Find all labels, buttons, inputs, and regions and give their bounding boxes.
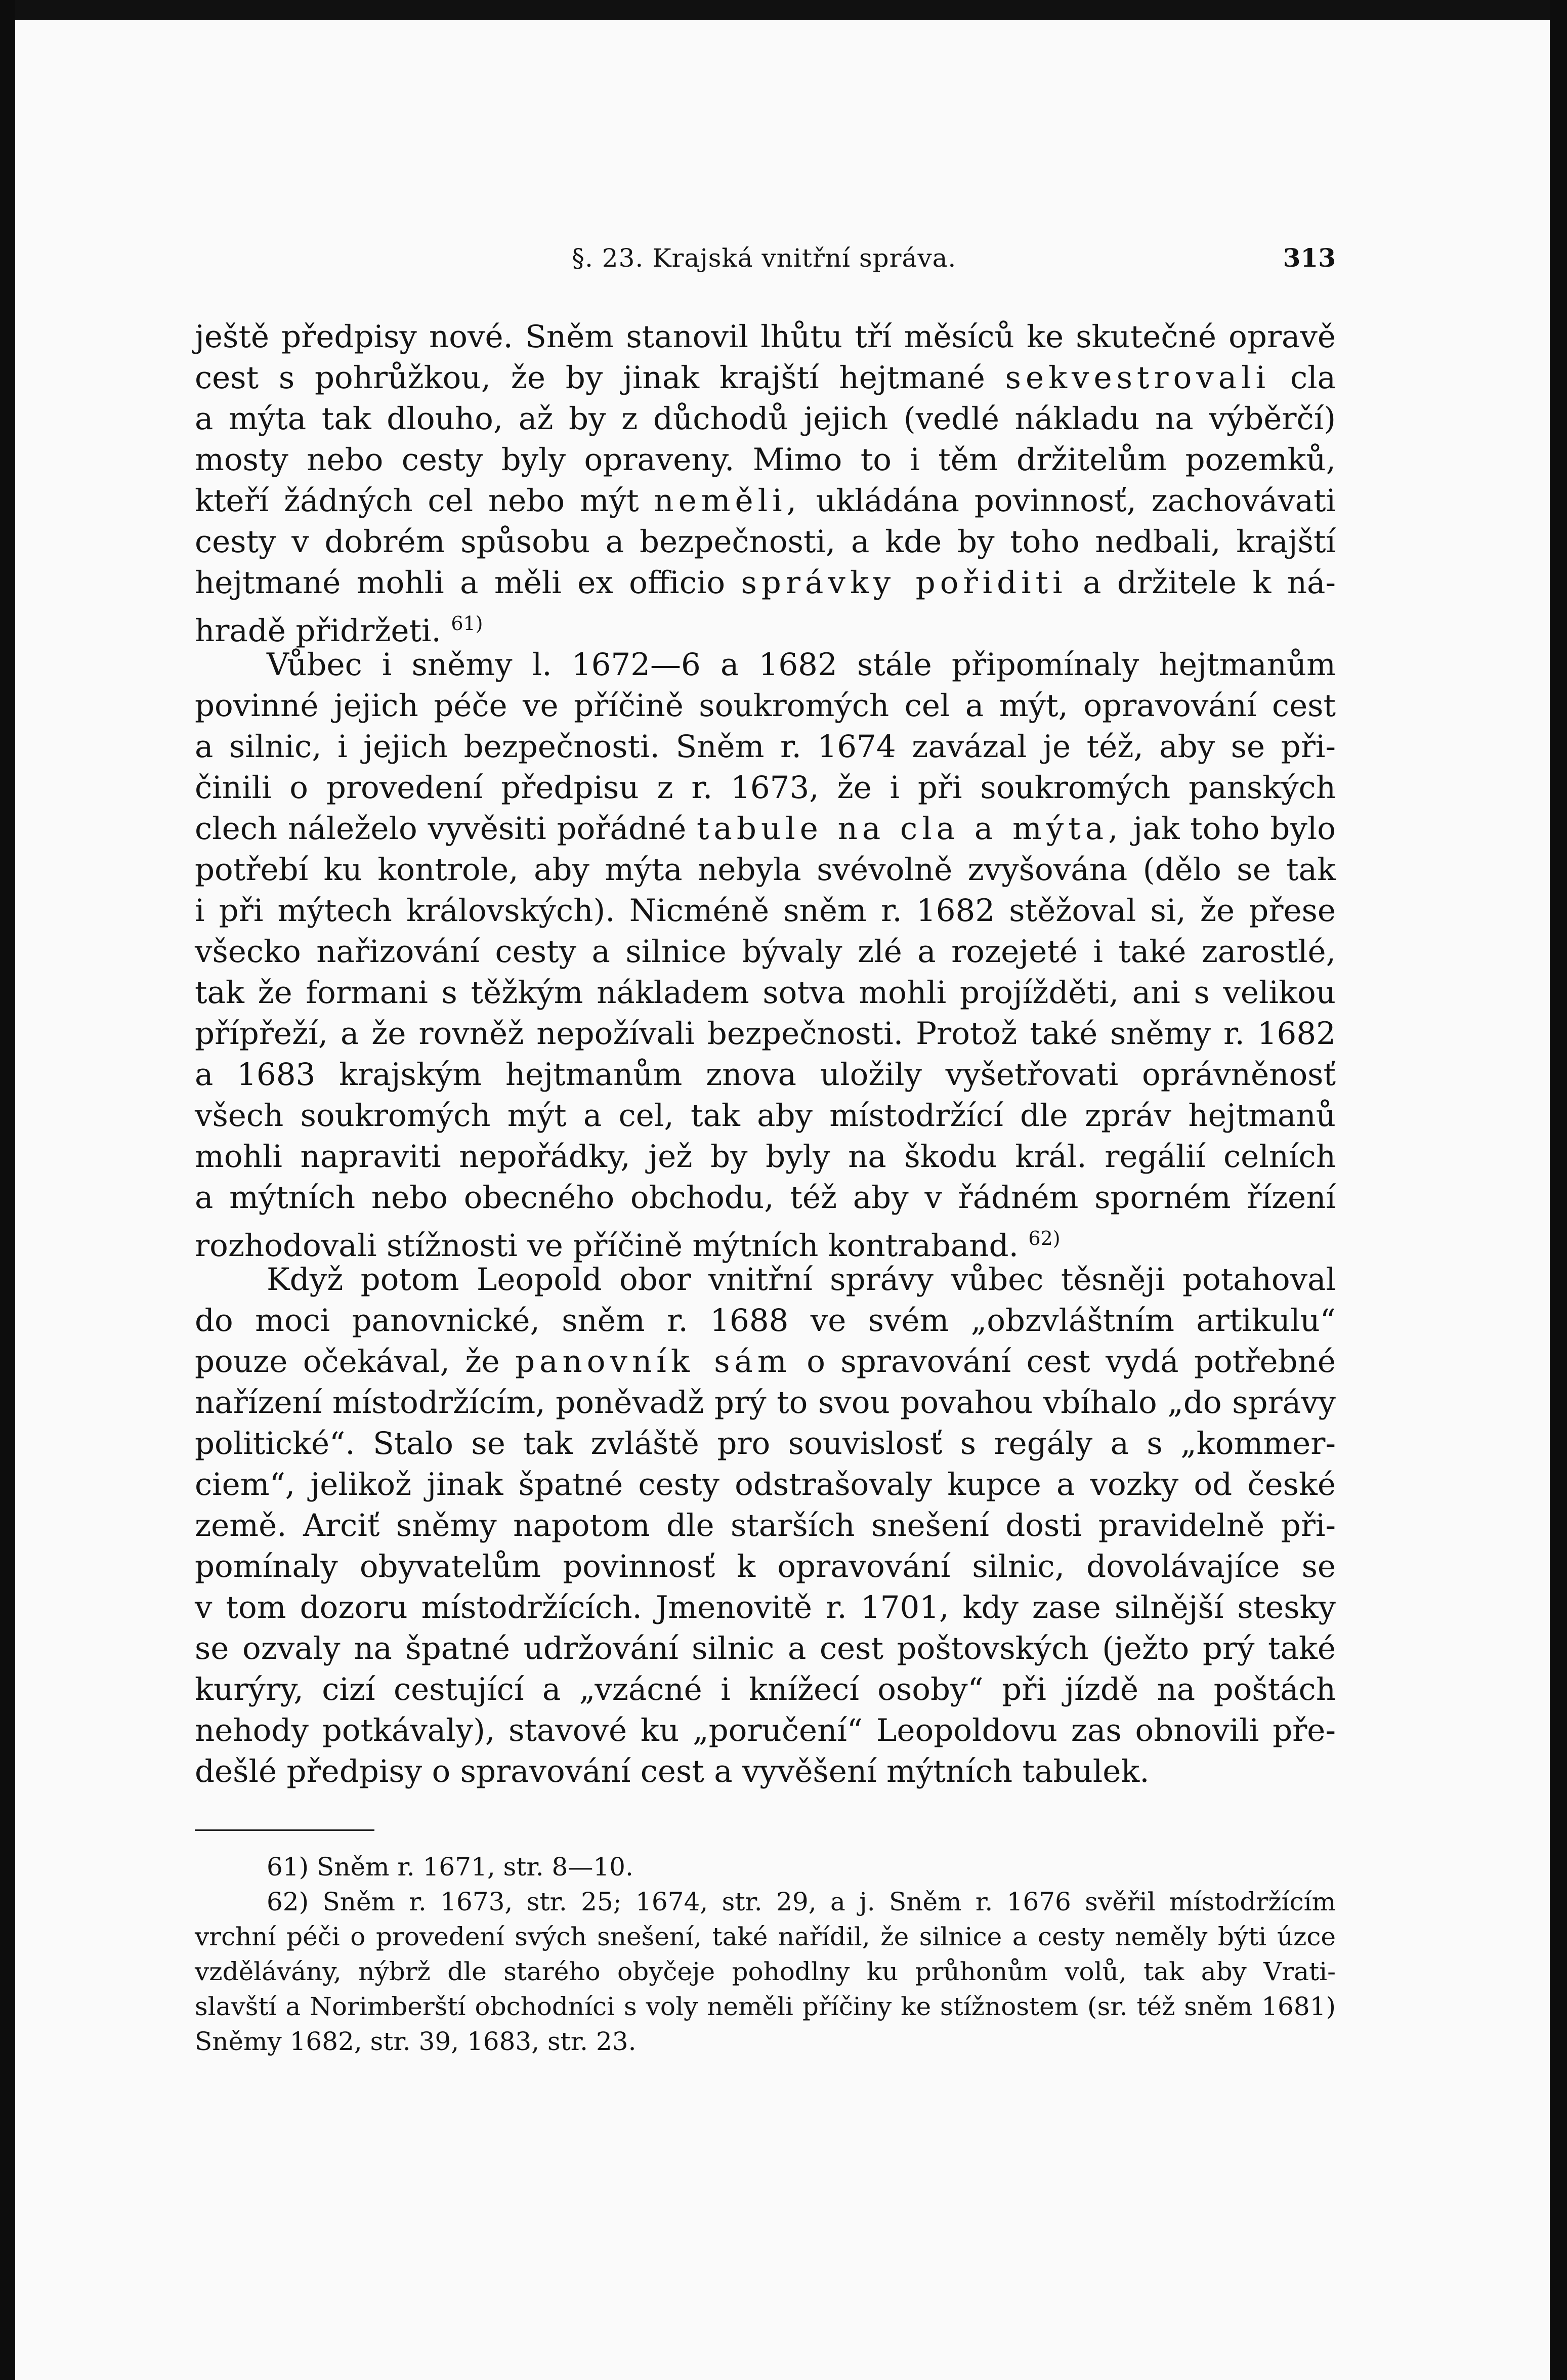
footnote-ref-62: 62) bbox=[1028, 1227, 1061, 1249]
text-run: o spravování cest vydá potřebné bbox=[807, 1344, 1336, 1380]
text-line bbox=[195, 808, 1336, 849]
running-title: §. 23. Krajská vnitřní správa. bbox=[572, 243, 957, 273]
text-line: mohli napraviti nepořádky, jež by byly na škodu král. regálií celních bbox=[195, 1139, 1336, 1175]
text-line: dešlé předpisy o spravování cest a vyvěšení mýtních tabulek. bbox=[195, 1753, 1150, 1789]
text-run: hejtmané mohli a měli ex officio bbox=[195, 565, 726, 601]
footnote-ref-61: 61) bbox=[451, 612, 483, 635]
text-run: pouze očekával, že bbox=[195, 1344, 500, 1380]
spaced-emphasis: tabule na cla a mýta, bbox=[697, 811, 1123, 847]
scan-border-top bbox=[0, 0, 1567, 20]
footnote-line: vzdělávány, nýbrž dle starého obyčeje pohodlny ku průhonům volů, tak aby Vrati- bbox=[195, 1957, 1336, 1986]
scan-border-right bbox=[1550, 0, 1567, 2380]
text-run: ukládána povinnosť, zachovávati bbox=[816, 483, 1336, 519]
text-line: v tom dozoru místodržících. Jmenovitě r. 1701, kdy zase silnější stesky bbox=[195, 1590, 1336, 1625]
text-run: jak toho bylo bbox=[1133, 811, 1336, 847]
text-line: tak že formani s těžkým nákladem sotva mohli projížděti, ani s velikou bbox=[195, 975, 1336, 1011]
main-text bbox=[195, 316, 1336, 1792]
text-line: a silnic, i jejich bezpečnosti. Sněm r. 1674 zavázal je též, aby se při- bbox=[195, 729, 1336, 765]
text-line bbox=[195, 1218, 1336, 1264]
scan-border-left bbox=[0, 0, 15, 2380]
text-line: se ozvaly na špatné udržování silnic a cest poštovských (ježto prý také bbox=[195, 1631, 1336, 1666]
text-line: přípřeží, a že rovněž nepožívali bezpečnosti. Protož také sněmy r. 1682 bbox=[195, 1016, 1336, 1052]
text-run: cest s pohrůžkou, že by jinak krajští hejtmané bbox=[195, 360, 985, 396]
footnote-line: Sněmy 1682, str. 39, 1683, str. 23. bbox=[195, 2027, 637, 2056]
footnote-divider bbox=[195, 1829, 374, 1831]
footnote-line: vrchní péči o provedení svých snešení, také nařídil, že silnice a cesty neměly býti úzce bbox=[195, 1922, 1336, 1951]
text-line: činili o provedení předpisu z r. 1673, že i při soukromých panských bbox=[195, 770, 1336, 806]
text-run: rozhodovali stížnosti ve příčině mýtních kontraband. bbox=[195, 1228, 1019, 1264]
text-line: povinné jejich péče ve příčině soukromých cel a mýt, opravování cest bbox=[195, 688, 1336, 724]
footnote-61: 61) Sněm r. 1671, str. 8—10. bbox=[267, 1852, 633, 1882]
text-line: a 1683 krajským hejtmanům znova uložily vyšetřovati oprávněnosť bbox=[195, 1057, 1336, 1093]
text-line bbox=[195, 357, 1336, 398]
text-run: hradě přidržeti. bbox=[195, 613, 441, 649]
text-line: Když potom Leopold obor vnitřní správy vůbec těsněji potahoval bbox=[267, 1262, 1336, 1298]
footnote-62: 62) Sněm r. 1673, str. 25; 1674, str. 29, a j. Sněm r. 1676 svěřil místodržícím bbox=[267, 1887, 1336, 1916]
text-line: země. Arciť sněmy napotom dle starších snešení dosti pravidelně při- bbox=[195, 1508, 1336, 1543]
text-line: všecko nařizování cesty a silnice bývaly zlé a rozejeté i také zarostlé, bbox=[195, 934, 1336, 970]
footnotes bbox=[195, 1850, 1336, 2059]
spaced-emphasis: panovník sám bbox=[515, 1344, 791, 1380]
text-run: cla bbox=[1290, 360, 1336, 396]
text-line bbox=[195, 1341, 1336, 1382]
text-line: pomínaly obyvatelům povinnosť k opravování silnic, dovolávajíce se bbox=[195, 1549, 1336, 1584]
spaced-emphasis: správky pořiditi bbox=[741, 565, 1067, 601]
text-line: cesty v dobrém spůsobu a bezpečnosti, a kde by toho nedbali, krajští bbox=[195, 524, 1336, 560]
footnote-line: slavští a Norimberští obchodníci s voly neměli příčiny ke stížnostem (sr. též sněm 1681) bbox=[195, 1992, 1336, 2021]
spaced-emphasis: sekvestrovali bbox=[1005, 360, 1270, 396]
text-line: všech soukromých mýt a cel, tak aby místodržící dle zpráv hejtmanů bbox=[195, 1098, 1336, 1134]
text-line: ještě předpisy nové. Sněm stanovil lhůtu tří měsíců ke skutečné opravě bbox=[195, 319, 1336, 355]
text-line: mosty nebo cesty byly opraveny. Mimo to i těm držitelům pozemků, bbox=[195, 442, 1336, 478]
text-line: Vůbec i sněmy l. 1672—6 a 1682 stále připomínaly hejtmanům bbox=[267, 647, 1336, 683]
text-run: clech náleželo vyvěsiti pořádné bbox=[195, 811, 687, 847]
text-line: do moci panovnické, sněm r. 1688 ve svém „obzvláštním artikulu“ bbox=[195, 1303, 1336, 1339]
text-run: a držitele k ná- bbox=[1083, 565, 1336, 601]
text-run: kteří žádných cel nebo mýt bbox=[195, 483, 639, 519]
spaced-emphasis: neměli, bbox=[654, 483, 801, 519]
text-line: kurýry, cizí cestující a „vzácné i knížecí osoby“ při jízdě na poštách bbox=[195, 1672, 1336, 1707]
text-line: nařízení místodržícím, poněvadž prý to svou povahou vbíhalo „do správy bbox=[195, 1385, 1336, 1421]
text-line: a mýta tak dlouho, až by z důchodů jejich (vedlé nákladu na výběrčí) bbox=[195, 401, 1336, 437]
text-line: politické“. Stalo se tak zvláště pro souvislosť s regály a s „kommer- bbox=[195, 1426, 1336, 1462]
text-line bbox=[195, 603, 1336, 649]
text-line: nehody potkávaly), stavové ku „poručení“ Leopoldovu zas obnovili pře- bbox=[195, 1713, 1336, 1748]
running-header bbox=[195, 238, 1336, 278]
page-number: 313 bbox=[1283, 243, 1336, 273]
book-page bbox=[15, 20, 1550, 2380]
text-line: a mýtních nebo obecného obchodu, též aby v řádném sporném řízení bbox=[195, 1180, 1336, 1216]
text-line bbox=[195, 562, 1336, 603]
text-line: potřebí ku kontrole, aby mýta nebyla svévolně zvyšována (dělo se tak bbox=[195, 852, 1336, 888]
text-line bbox=[195, 480, 1336, 521]
text-line: i při mýtech královských). Nicméně sněm r. 1682 stěžoval si, že přese bbox=[195, 893, 1336, 929]
text-line: ciem“, jelikož jinak špatné cesty odstrašovaly kupce a vozky od české bbox=[195, 1467, 1336, 1502]
